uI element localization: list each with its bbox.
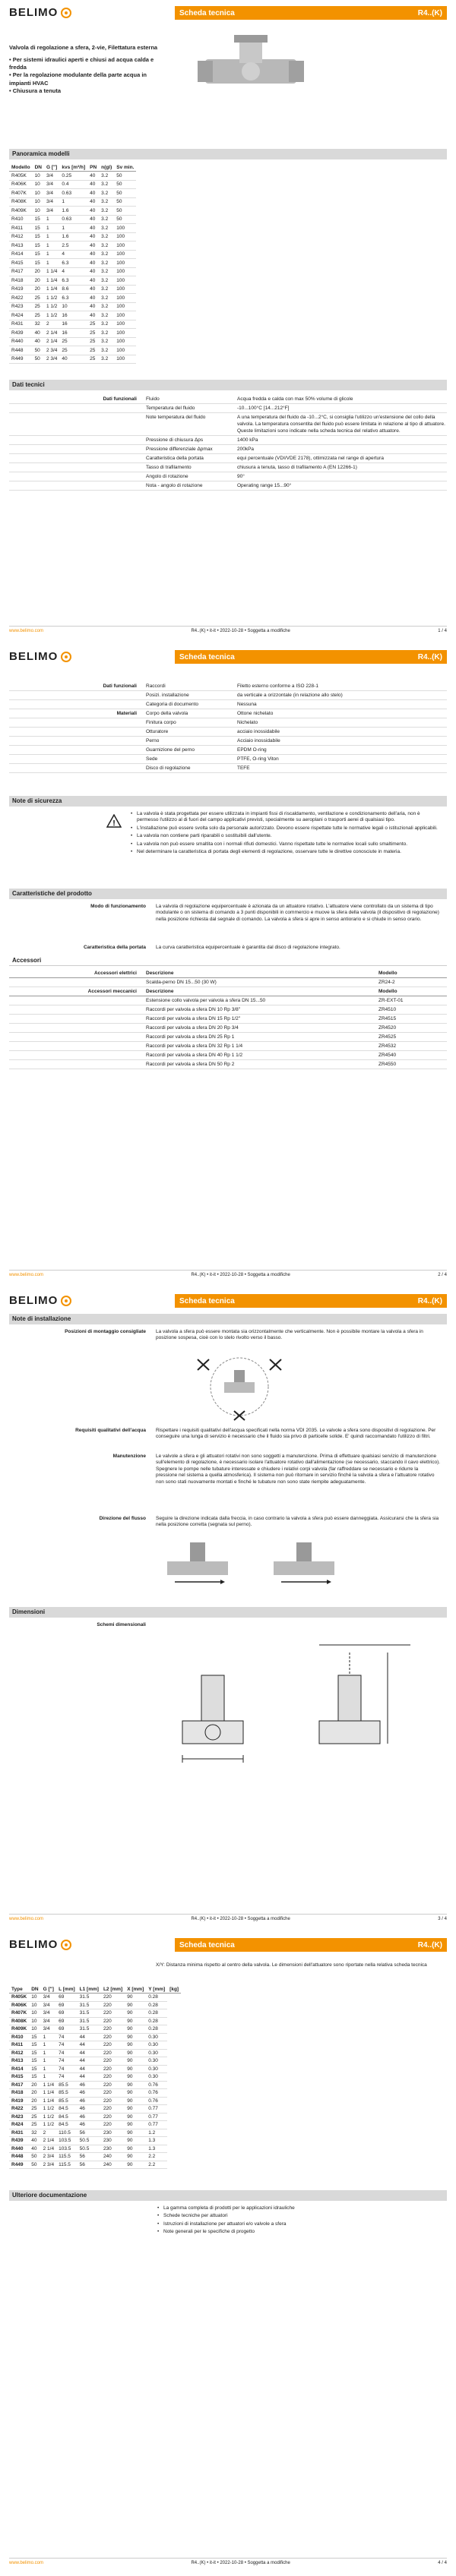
footer-2: www.belimo.com R4..(K) • it-it • 2022-10-28 • Soggetta a modifiche 2 / 4 — [9, 1270, 447, 1277]
data-row: Tasso di trafilamento chiusura a tenuta, tasso di trafilamento A (EN 12266-1) — [9, 463, 447, 472]
data-row: Guarnizione del perno EPDM O-ring — [9, 746, 447, 755]
list-item: • Note generali per le specifiche di progetto — [156, 2229, 441, 2235]
table-row: R415 15 1 74 44 220 90 0.30 — [9, 2073, 181, 2082]
warning-icon — [106, 814, 122, 828]
table-row: Raccordi per valvola a sfera DN 50 Rp 2 ZR4550 — [9, 1060, 447, 1069]
table-row: R439 40 2 1/4 103.5 50.5 230 90 1.3 — [9, 2137, 181, 2145]
table-row: Raccordi per valvola a sfera DN 20 Rp 3/4 ZR4520 — [9, 1024, 447, 1033]
safety-list — [129, 811, 441, 857]
logo-mark-icon — [61, 1940, 71, 1950]
table-row: Raccordi per valvola a sfera DN 25 Rp 1 ZR4525 — [9, 1033, 447, 1042]
list-item: • La gamma completa di prodotti per le applicazioni idrauliche — [156, 2205, 441, 2211]
data-row: Angolo di rotazione 90° — [9, 472, 447, 481]
table-row: R417 20 1 1/4 4 40 3.2 100 — [9, 267, 136, 276]
table-row: R405K 10 3/4 69 31.5 220 90 0.28 — [9, 1994, 181, 2002]
table-row: R448 50 2 3/4 25 25 3.2 100 — [9, 346, 136, 355]
data-row: Pressione di chiusura Δps 1400 kPa — [9, 436, 447, 445]
data-row: Dati funzionali Raccordi Filetto esterno conforme a ISO 228-1 — [9, 682, 447, 691]
data-row: Categoria di documento Nessuna — [9, 700, 447, 709]
section-accessories: Accessori — [9, 955, 447, 966]
table-row: R412 15 1 1.6 40 3.2 100 — [9, 232, 136, 242]
install-text-maintenance: Le valvole a sfera e gli attuatori rotativi non sono soggetti a manutenzione. Prima di effettuare qualsiasi servizio di manutenzione sull'elemento di regolazione, è necessario isolare l'attuatore rotativo dall'alimentazione (se necessario, staccando il cavo elettrico). Spegnere le pompe nelle tubature interessate e chiudere i relativi corpi valvola (far raffreddare se necessario e ridurre la pressione nel sistema a quella atmosferica). Il sistema non può ritornare in servizio finché la valvola a sfera e l'attuatore rotativo non sono stati nuovamente montati e finché le tubature non sono state riempite adeguatamente. — [156, 1454, 441, 1485]
belimo-logo: BELIMO — [9, 650, 71, 663]
install-text-flow: Seguire la direzione indicata dalla freccia, in caso contrario la valvola a sfera può essere danneggiata. Assicurarsi che la sfera sia nella posizione corretta (segnata sul perno). — [156, 1516, 439, 1528]
header-bar: Scheda tecnica R4..(K) — [175, 1294, 447, 1308]
feature-text-flow: La curva caratteristica equipercentuale è garantita dal disco di regolazione integrato. — [156, 945, 340, 950]
table-row: R412 15 1 74 44 220 90 0.30 — [9, 2049, 181, 2057]
table-row: R413 15 1 74 44 220 90 0.30 — [9, 2057, 181, 2066]
dims-notes: X/Y: Distanza minima rispetto al centro della valvola. Le dimensioni dell'attuatore sono riportate nella relativa scheda tecnica — [156, 1962, 427, 1968]
table-row: R406K 10 3/4 0.4 40 3.2 50 — [9, 180, 136, 189]
table-row: R422 25 1 1/2 6.3 40 3.2 100 — [9, 294, 136, 303]
flow-direction-diagram — [160, 1535, 357, 1588]
table-row: Raccordi per valvola a sfera DN 15 Rp 1/2" ZR4515 — [9, 1015, 447, 1024]
docs-list — [156, 2205, 441, 2237]
table-row: Estensione collo valvola per valvola a sfera DN 15...50 ZR-EXT-01 — [9, 996, 447, 1005]
dims-table: Type DN G ["] L [mm] L1 [mm] L2 [mm] X [mm] Y [mm] [kg] R405K 10 3/4 69 31.5 220 90 0.28 R406K 10 3/4 69 31.5 220 90 0.28 R407K 10 3/4 69 31.5 220 90 0.28 R408K 10 3/4 69 31.5 220 90 0.28 R409K 10 3/4 69 31.5 220 90 0.28 R410 15 1 74 44 220 90 0.30 R411 15 1 74 44 220 90 0.30 R412 15 1 74 44 220 90 0.30 R413 15 1 74 44 220 90 0.30 R414 15 1 74 44 220 90 0.30 R415 15 1 74 44 220 90 0.30 R417 20 1 1/4 85.5 46 220 90 0.76 R418 20 1 1/4 85.5 46 220 90 0.76 R419 20 1 1/4 85.5 46 220 90 0.76 R422 25 1 1/2 84.5 46 220 90 0.77 R423 25 1 1/2 84.5 46 220 90 0.77 R424 25 1 1/2 84.5 46 220 90 0.77 R431 32 2 110.5 56 230 90 1.2 R439 40 2 1/4 103.5 50.5 230 90 1.3 R440 40 2 1/4 103.5 50.5 230 90 1.3 R448 50 2 3/4 115.5 56 240 90 2.2 R449 50 2 3/4 115.5 56 240 90 2.2 — [9, 1985, 181, 2169]
list-item: • La valvola non contiene parti riparabili o sostituibili dall'utente. — [129, 833, 441, 839]
table-row: Raccordi per valvola a sfera DN 10 Rp 3/8" ZR4510 — [9, 1005, 447, 1015]
data-row: Disco di regolazione TEFE — [9, 764, 447, 773]
section-features: Caratteristiche del prodotto — [9, 889, 447, 899]
belimo-logo: BELIMO — [9, 1294, 71, 1307]
table-row: R415 15 1 6.3 40 3.2 100 — [9, 259, 136, 268]
data-row: Caratteristica della portata equi percentuale (VDI/VDE 2178), ottimizzata nel range di apertura — [9, 454, 447, 463]
data-row: Materiali Corpo della valvola Ottone nichelato — [9, 709, 447, 718]
data-row: Temperatura del fluido -10...100°C [14...212°F] — [9, 404, 447, 413]
dims-label: Schemi dimensionali — [97, 1622, 146, 1627]
table-row: R414 15 1 74 44 220 90 0.30 — [9, 2065, 181, 2073]
table-row: R410 15 1 74 44 220 90 0.30 — [9, 2033, 181, 2041]
table-row: R439 40 2 1/4 16 25 3.2 100 — [9, 329, 136, 338]
list-item: • Schede tecniche per attuatori — [156, 2213, 441, 2219]
table-row: R408K 10 3/4 69 31.5 220 90 0.28 — [9, 2017, 181, 2025]
mounting-positions-diagram — [182, 1349, 296, 1421]
install-label-mounting: Posizioni di montaggio consigliate — [65, 1329, 146, 1334]
header-bar: Scheda tecnica R4..(K) — [175, 6, 447, 20]
feature-label-mode: Modo di funzionamento — [90, 904, 146, 909]
list-item: • Istruzioni di installazione per attuatori e/o valvole a sfera — [156, 2221, 441, 2227]
data-row: Dati funzionali Fluido Acqua fredda e calda con max 50% volume di glicole — [9, 395, 447, 404]
list-item: • La valvola è stata progettata per essere utilizzata in impianti fissi di riscaldamento, ventilazione e condizionamento dell'aria, non è permesso l'utilizzo al di fuori del campo applicativi previsti, specialmente su aeroplani o trasporti aerei di qualsiasi tipo. — [129, 811, 441, 824]
section-safety: Note di sicurezza — [9, 796, 447, 807]
feature-label-flow: Caratteristica della portata — [83, 945, 146, 950]
table-row: R440 40 2 1/4 25 25 3.2 100 — [9, 337, 136, 346]
logo-mark-icon — [61, 8, 71, 18]
table-row: R407K 10 3/4 0.63 40 3.2 50 — [9, 189, 136, 198]
table-row: R409K 10 3/4 1.6 40 3.2 50 — [9, 207, 136, 216]
list-item: • Nel determinare la caratteristica di portata degli elementi di regolazione, osservare tutte le direttive conosciute in materia. — [129, 849, 441, 855]
table-row: R413 15 1 2.5 40 3.2 100 — [9, 242, 136, 251]
table-row: R423 25 1 1/2 10 40 3.2 100 — [9, 302, 136, 311]
footer-1: www.belimo.com R4..(K) • it-it • 2022-10-28 • Soggetta a modifiche 1 / 4 — [9, 626, 447, 633]
install-label-maintenance: Manutenzione — [112, 1454, 146, 1459]
table-row: R405K 10 3/4 0.25 40 3.2 50 — [9, 172, 136, 181]
table-row: R411 15 1 1 40 3.2 100 — [9, 224, 136, 233]
install-label-flow: Direzione del flusso — [99, 1516, 146, 1521]
table-row: R406K 10 3/4 69 31.5 220 90 0.28 — [9, 2001, 181, 2009]
section-docs: Ulteriore documentazione — [9, 2190, 447, 2201]
svg-text:!: ! — [112, 819, 116, 828]
table-row: R449 50 2 3/4 40 25 3.2 100 — [9, 355, 136, 364]
table-row: R414 15 1 4 40 3.2 100 — [9, 250, 136, 259]
table-row: R418 20 1 1/4 6.3 40 3.2 100 — [9, 276, 136, 286]
footer-4: www.belimo.com R4..(K) • it-it • 2022-10-28 • Soggetta a modifiche 4 / 4 — [9, 2558, 447, 2565]
table-row: Raccordi per valvola a sfera DN 32 Rp 1 1/4 ZR4532 — [9, 1042, 447, 1051]
table-row: R431 32 2 110.5 56 230 90 1.2 — [9, 2129, 181, 2137]
page-2 — [0, 644, 456, 1288]
tech-data-2 — [9, 682, 447, 773]
section-install: Note di installazione — [9, 1314, 447, 1324]
tech-data-1 — [9, 395, 447, 491]
install-text-mounting: La valvola a sfera può essere montata sia orizzontalmente che verticalmente. Non è possibile montare la valvola a sfera in posizione sospesa, cioè con lo stelo rivolto verso il basso. — [156, 1329, 423, 1341]
table-row: R448 50 2 3/4 115.5 56 240 90 2.2 — [9, 2153, 181, 2161]
table-row: Raccordi per valvola a sfera DN 40 Rp 1 1/2 ZR4540 — [9, 1051, 447, 1060]
data-row: Perno Acciaio inossidabile — [9, 737, 447, 746]
table-row: R409K 10 3/4 69 31.5 220 90 0.28 — [9, 2025, 181, 2034]
data-row: Pressione differenziale Δpmax 200kPa — [9, 445, 447, 454]
table-row: R408K 10 3/4 1 40 3.2 50 — [9, 197, 136, 207]
data-row: Nota - angolo di rotazione Operating range 15...90° — [9, 481, 447, 491]
page-1 — [0, 0, 456, 644]
table-row: R417 20 1 1/4 85.5 46 220 90 0.76 — [9, 2081, 181, 2089]
data-row: Finitura corpo Nichelato — [9, 718, 447, 728]
valve-image — [198, 29, 304, 97]
logo-mark-icon — [61, 1296, 71, 1306]
table-row: R422 25 1 1/2 84.5 46 220 90 0.77 — [9, 2105, 181, 2114]
list-item: • La valvola non può essere smaltita con i normali rifiuti domestici. Vanno rispettate tutte le normative locali sullo smaltimento. — [129, 841, 441, 848]
table-row: R423 25 1 1/2 84.5 46 220 90 0.77 — [9, 2113, 181, 2121]
table-row: R407K 10 3/4 69 31.5 220 90 0.28 — [9, 2009, 181, 2018]
table-row: R449 50 2 3/4 115.5 56 240 90 2.2 — [9, 2161, 181, 2169]
feature-text-mode: La valvola di regolazione equipercentuale è azionata da un attuatore rotativo. L'attuatore viene controllato da un sistema di tipo modulante o on sistema di comando a 3 punti disponibili in commercio e muove la sfera della valvola (il dispositivo di regolazione) nella posizione richiesta dal segnale di comando. La valvola a sfera si apre in senso antiorario e si chiude in senso orario. — [156, 904, 439, 922]
accessories-table: Accessori elettrici Descrizione Modello Scalda-perno DN 15...50 (30 W) ZR24-2 Accessori meccanici Descrizione Modello Estensione collo valvola per valvola a sfera DN 15...50 ZR-EXT-01 Raccordi per valvola a sfera DN 10 Rp 3/8" ZR4510 Raccordi per valvola a sfera DN 15 Rp 1/2" ZR4515 Raccordi per valvola a sfera DN 20 Rp 3/4 ZR4520 Raccordi per valvola a sfera DN 25 Rp 1 ZR4525 Raccordi per valvola a sfera DN 32 Rp 1 1/4 ZR4532 Raccordi per valvola a sfera DN 40 Rp 1 1/2 ZR4540 Raccordi per valvola a sfera DN 50 Rp 2 ZR4550 — [9, 969, 447, 1069]
data-row: Note temperatura del fluido A una temperatura del fluido da -10...2°C, si consiglia l'utilizzo un'estensione del collo della valvola. La temperatura consentita del fluido può essere limitata in relazione al tipo di attuatore. Queste limitazioni sono indicate nella scheda tecnica del relativo attuatore. — [9, 413, 447, 436]
intro: Valvola di regolazione a sfera, 2-vie, Filettatura esterna • Per sistemi idraulici aperti e chiusi ad acqua calda e fredda • Per la regolazione modulante della parte acqua in impianti HVAC • Chiusura a tenuta — [9, 44, 161, 95]
table-row: R419 20 1 1/4 8.6 40 3.2 100 — [9, 285, 136, 294]
table-row: R410 15 1 0.63 40 3.2 50 — [9, 215, 136, 224]
footer-3: www.belimo.com R4..(K) • it-it • 2022-10-28 • Soggetta a modifiche 3 / 4 — [9, 1914, 447, 1921]
data-row: Sede PTFE, O-ring Viton — [9, 755, 447, 764]
data-row: Otturatore acciaio inossidabile — [9, 728, 447, 737]
install-text-water: Rispettare i requisiti qualitativi dell'acqua specificati nella norma VDI 2035. Le valvole a sfera sono dispositivi di regolazione. Per conseguire una lunga di servizio è necessario che il fluido sia privo di particelle solide. E' quindi raccomandato l'utilizzo di filtri. — [156, 1428, 436, 1440]
section-tech: Dati tecnici — [9, 380, 447, 390]
section-dims: Dimensioni — [9, 1607, 447, 1618]
header-bar: Scheda tecnica R4..(K) — [175, 650, 447, 664]
table-row: R424 25 1 1/2 16 40 3.2 100 — [9, 311, 136, 320]
overview-table: Modello DN G ["] kvs [m³/h] PN n(gl) Sv min. R405K 10 3/4 0.25 40 3.2 50 R406K 10 3/4 0.4 40 3.2 50 R407K 10 3/4 0.63 40 3.2 50 R408K 10 3/4 1 40 3.2 50 R409K 10 3/4 1.6 40 3.2 50 R410 15 1 0.63 40 3.2 50 R411 15 1 1 40 3.2 100 R412 15 1 1.6 40 3.2 100 R413 15 1 2.5 40 3.2 100 R414 15 1 4 40 3.2 100 R415 15 1 6.3 40 3.2 100 R417 20 1 1/4 4 40 3.2 100 R418 20 1 1/4 6.3 40 3.2 100 R419 20 1 1/4 8.6 40 3.2 100 R422 25 1 1/2 6.3 40 3.2 100 R423 25 1 1/2 10 40 3.2 100 R424 25 1 1/2 16 40 3.2 100 R431 32 2 16 25 3.2 100 R439 40 2 1/4 16 25 3.2 100 R440 40 2 1/4 25 25 3.2 100 R448 50 2 3/4 25 25 3.2 100 R449 50 2 3/4 40 25 3.2 100 — [9, 163, 136, 364]
table-row: R440 40 2 1/4 103.5 50.5 230 90 1.3 — [9, 2145, 181, 2153]
dimension-drawing — [160, 1630, 426, 1782]
belimo-logo: BELIMO — [9, 1938, 71, 1951]
logo-mark-icon — [61, 652, 71, 662]
install-label-water: Requisiti qualitativi dell'acqua — [75, 1428, 146, 1433]
list-item: • L'installazione può essere svolta solo da personale autorizzato. Devono essere rispettate tutte le normative legali o istituzionali applicabili. — [129, 826, 441, 832]
table-row: R419 20 1 1/4 85.5 46 220 90 0.76 — [9, 2097, 181, 2105]
section-overview: Panoramica modelli — [9, 149, 447, 159]
belimo-logo: BELIMO — [9, 6, 71, 19]
page-4 — [0, 1932, 456, 2576]
data-row: Posizi. installazione da verticale a orizzontale (in relazione allo stelo) — [9, 691, 447, 700]
header-bar: Scheda tecnica R4..(K) — [175, 1938, 447, 1952]
page-3 — [0, 1288, 456, 1932]
table-row: R431 32 2 16 25 3.2 100 — [9, 320, 136, 329]
table-row: R424 25 1 1/2 84.5 46 220 90 0.77 — [9, 2121, 181, 2129]
table-row: R418 20 1 1/4 85.5 46 220 90 0.76 — [9, 2089, 181, 2098]
table-row: R411 15 1 74 44 220 90 0.30 — [9, 2041, 181, 2050]
